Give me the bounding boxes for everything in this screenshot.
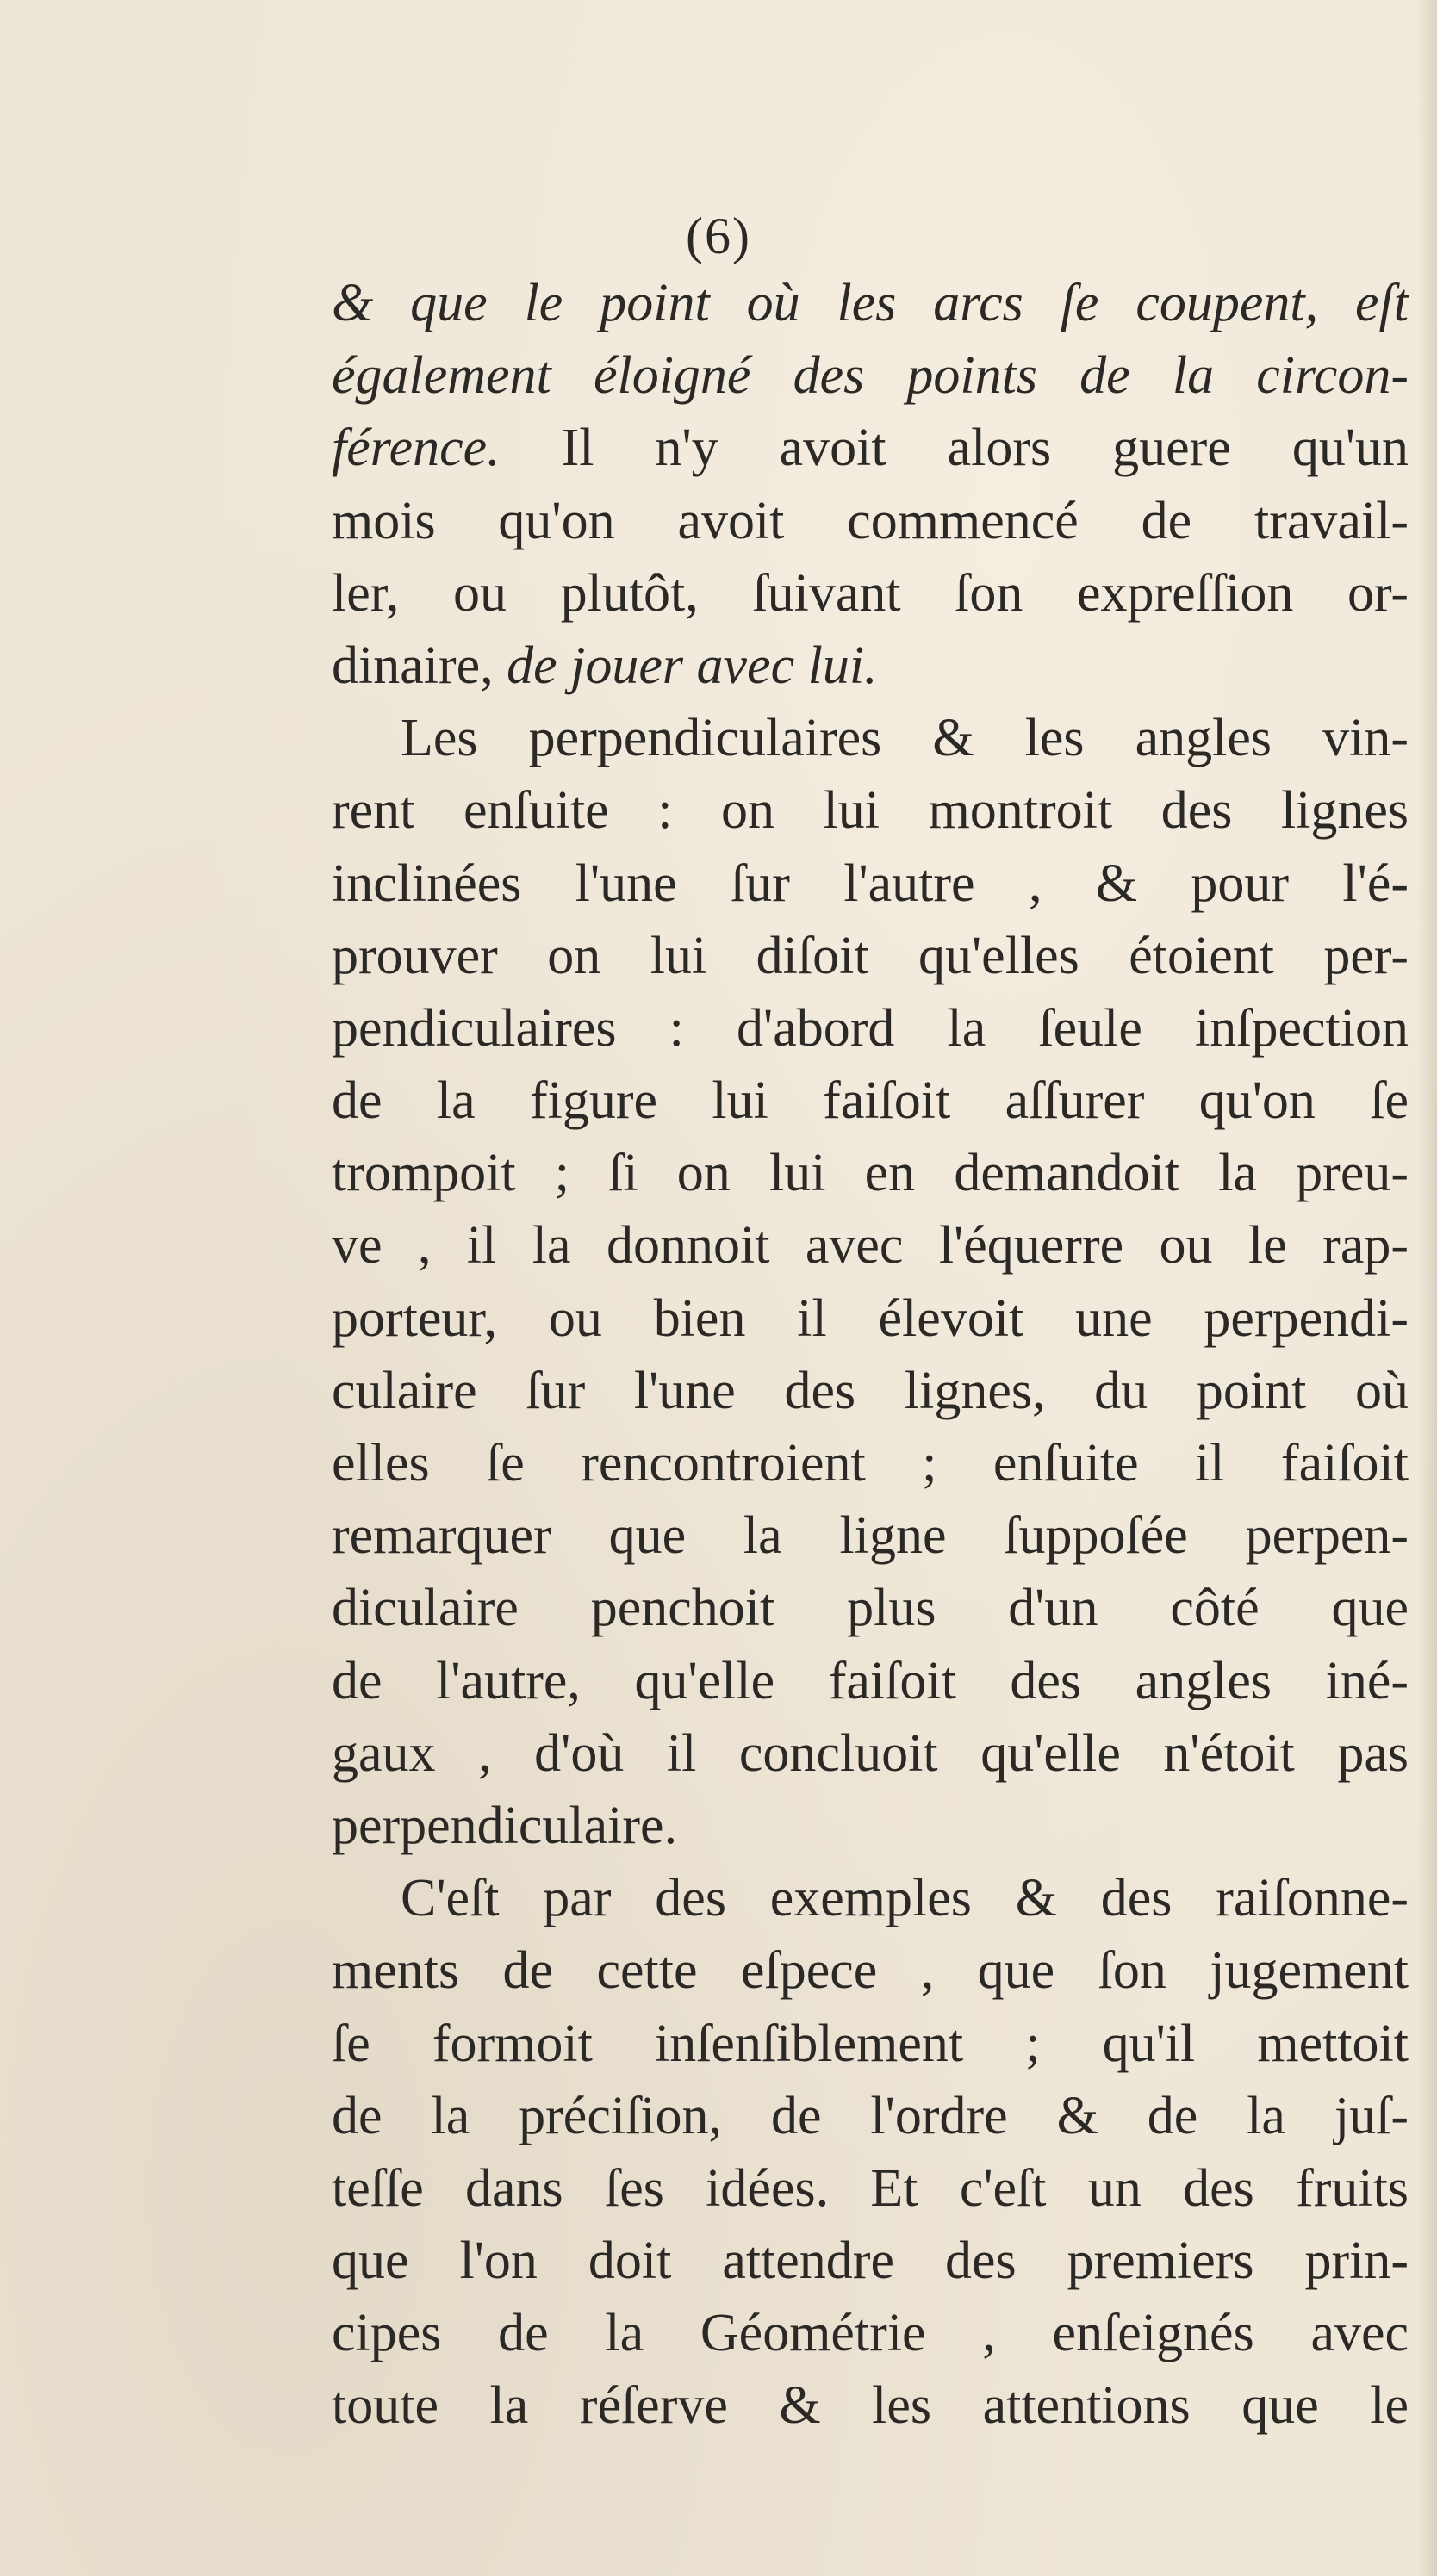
text-line bbox=[332, 1499, 1409, 1572]
page-number: (6) bbox=[686, 208, 751, 264]
text-run: Il n'y avoit alors guere qu'un bbox=[500, 419, 1409, 478]
text-run: de l'autre, qu'elle faiſoit des angles iné- bbox=[332, 1651, 1409, 1710]
text-run: de la figure lui faiſoit aſſurer qu'on ſe bbox=[332, 1071, 1409, 1131]
text-run: ſe formoit inſenſiblement ; qu'il mettoit bbox=[332, 2014, 1409, 2073]
text-line bbox=[332, 774, 1409, 847]
italic-text-run: & que le point où les arcs ſe coupent, eſt bbox=[332, 274, 1409, 332]
text-run: Les perpendiculaires & les angles vin- bbox=[401, 709, 1409, 768]
text-line bbox=[332, 1209, 1409, 1282]
text-line bbox=[332, 2369, 1409, 2442]
text-line bbox=[332, 920, 1409, 992]
text-line bbox=[332, 1934, 1409, 2007]
text-line bbox=[332, 630, 1409, 702]
text-line bbox=[332, 2080, 1409, 2152]
text-line bbox=[332, 412, 1409, 484]
text-line bbox=[332, 702, 1409, 774]
text-run: elles ſe rencontroient ; enſuite il faiſoit bbox=[332, 1434, 1409, 1493]
text-line bbox=[332, 1862, 1409, 1934]
text-run: mois qu'on avoit commencé de travail- bbox=[332, 491, 1409, 550]
text-line bbox=[332, 339, 1409, 412]
page-edge-shadow bbox=[1418, 0, 1437, 2576]
text-run: diculaire penchoit plus d'un côté que bbox=[332, 1579, 1409, 1638]
text-line bbox=[332, 1790, 1409, 1862]
text-run: culaire ſur l'une des lignes, du point où bbox=[332, 1361, 1409, 1420]
body-text bbox=[332, 267, 1409, 2443]
text-run: teſſe dans ſes idées. Et c'eſt un des fruits bbox=[332, 2158, 1409, 2218]
text-run: porteur, ou bien il élevoit une perpendi- bbox=[332, 1288, 1409, 1348]
text-line bbox=[332, 2152, 1409, 2225]
text-run: rent enſuite : on lui montroit des lignes bbox=[332, 781, 1409, 841]
text-line bbox=[332, 1717, 1409, 1790]
text-line bbox=[332, 485, 1409, 557]
text-line bbox=[332, 1137, 1409, 1209]
text-line bbox=[332, 1282, 1409, 1355]
text-line bbox=[332, 2225, 1409, 2297]
text-run: remarquer que la ligne ſuppoſée perpen- bbox=[332, 1506, 1409, 1566]
text-line bbox=[332, 1645, 1409, 1717]
text-run: que l'on doit attendre des premiers prin- bbox=[332, 2231, 1409, 2291]
text-run: toute la réſerve & les attentions que le bbox=[332, 2376, 1409, 2436]
text-run: trompoit ; ſi on lui en demandoit la preu- bbox=[332, 1144, 1409, 1203]
text-line bbox=[332, 1355, 1409, 1427]
text-line bbox=[332, 267, 1409, 339]
italic-text-run: de jouer avec lui. bbox=[507, 636, 878, 695]
text-run: cipes de la Géométrie , enſeignés avec bbox=[332, 2304, 1409, 2363]
text-run: ve , il la donnoit avec l'équerre ou le rap- bbox=[332, 1216, 1409, 1276]
text-line bbox=[332, 992, 1409, 1065]
text-run: C'eſt par des exemples & des raiſonne- bbox=[401, 1869, 1409, 1928]
text-run: ler, ou plutôt, ſuivant ſon expreſſion or- bbox=[332, 563, 1409, 623]
text-run: dinaire, bbox=[332, 636, 507, 695]
text-line bbox=[332, 1427, 1409, 1499]
text-line bbox=[332, 1065, 1409, 1137]
text-run: perpendiculaire. bbox=[332, 1796, 678, 1855]
text-run: prouver on lui diſoit qu'elles étoient per- bbox=[332, 926, 1409, 985]
text-line bbox=[332, 2297, 1409, 2369]
text-line bbox=[332, 557, 1409, 630]
italic-text-run: férence. bbox=[332, 419, 501, 478]
text-run: de la préciſion, de l'ordre & de la juſ- bbox=[332, 2086, 1409, 2145]
text-run: ments de cette eſpece , que ſon jugement bbox=[332, 1941, 1409, 2001]
text-run: pendiculaires : d'abord la ſeule inſpection bbox=[332, 998, 1409, 1058]
text-run: gaux , d'où il concluoit qu'elle n'étoit pas bbox=[332, 1723, 1409, 1783]
italic-text-run: également éloigné des points de la circon- bbox=[332, 346, 1409, 406]
text-line bbox=[332, 2008, 1409, 2080]
text-line bbox=[332, 847, 1409, 920]
text-line bbox=[332, 1572, 1409, 1644]
text-run: inclinées l'une ſur l'autre , & pour l'é- bbox=[332, 853, 1409, 913]
